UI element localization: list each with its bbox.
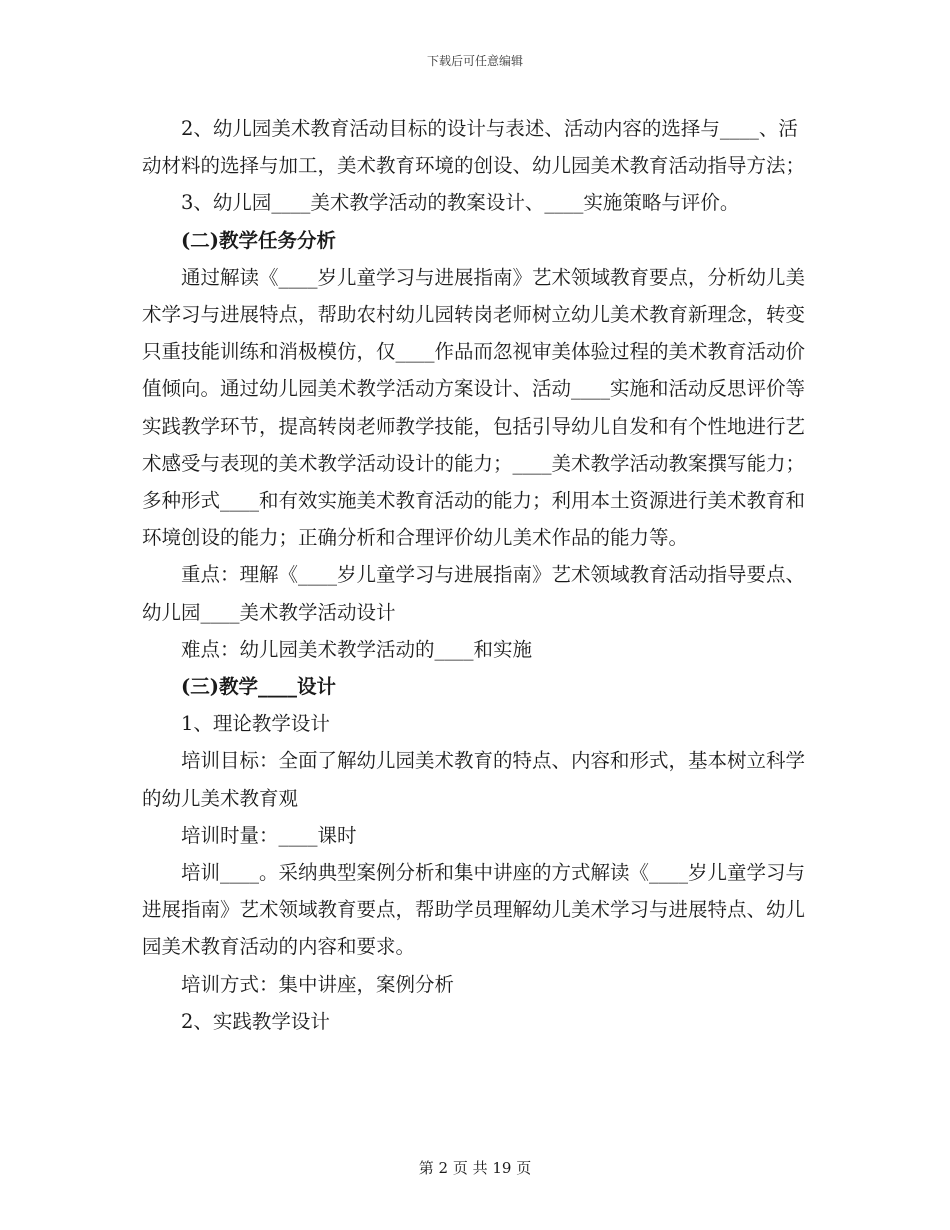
section-heading-teaching-design: (三)教学____设计 [181,675,336,699]
paragraph-training-hours: 培训时量：____课时 [181,823,357,847]
section-heading-task-analysis: (二)教学任务分析 [181,228,336,252]
subheading-practice-design: 2、实践教学设计 [181,1009,330,1033]
document-body [142,110,810,1040]
paragraph-key-points: 重点：理解《____岁儿童学习与进展指南》艺术领域教育活动指导要点、幼儿园____美术教学活动设计 [142,563,806,624]
paragraph-task-analysis: 通过解读《____岁儿童学习与进展指南》艺术领域教育要点，分析幼儿美术学习与进展特点，帮助农村幼儿园转岗老师树立幼儿美术教育新理念，转变只重技能训练和消极模仿，仅____作品而忽视审美体验过程的美术教育活动价值倾向。通过幼儿园美术教学活动方案设计、活动____实施和活动反思评价等实践教学环节，提高转岗老师教学技能，包括引导幼儿自发和有个性地进行艺术感受与表现的美术教学活动设计的能力；____美术教学活动教案撰写能力；多种形式____和有效实施美术教育活动的能力；利用本土资源进行美术教育和环境创设的能力；正确分析和合理评价幼儿美术作品的能力等。 [142,265,806,550]
subheading-theory-design: 1、理论教学设计 [181,712,330,736]
paragraph-item-3: 3、幼儿园____美术教学活动的教案设计、____实施策略与评价。 [181,191,740,215]
page-footer: 第 2 页 共 19 页 [418,1159,532,1177]
paragraph-item-2: 2、幼儿园美术教育活动目标的设计与表述、活动内容的选择与____、活动材料的选择与加工，美术教育环境的创设、幼儿园美术教育活动指导方法； [142,117,806,178]
paragraph-training-goal: 培训目标：全面了解幼儿园美术教育的特点、内容和形式，基本树立科学的幼儿美术教育观 [142,749,806,810]
page-header: 下载后可任意编辑 [426,54,523,68]
paragraph-training-method: 培训方式：集中讲座，案例分析 [181,972,455,996]
paragraph-training-content: 培训____。采纳典型案例分析和集中讲座的方式解读《____岁儿童学习与进展指南》艺术领域教育要点，帮助学员理解幼儿美术学习与进展特点、幼儿园美术教育活动的内容和要求。 [142,861,806,959]
paragraph-difficulties: 难点：幼儿园美术教学活动的____和实施 [181,637,533,661]
